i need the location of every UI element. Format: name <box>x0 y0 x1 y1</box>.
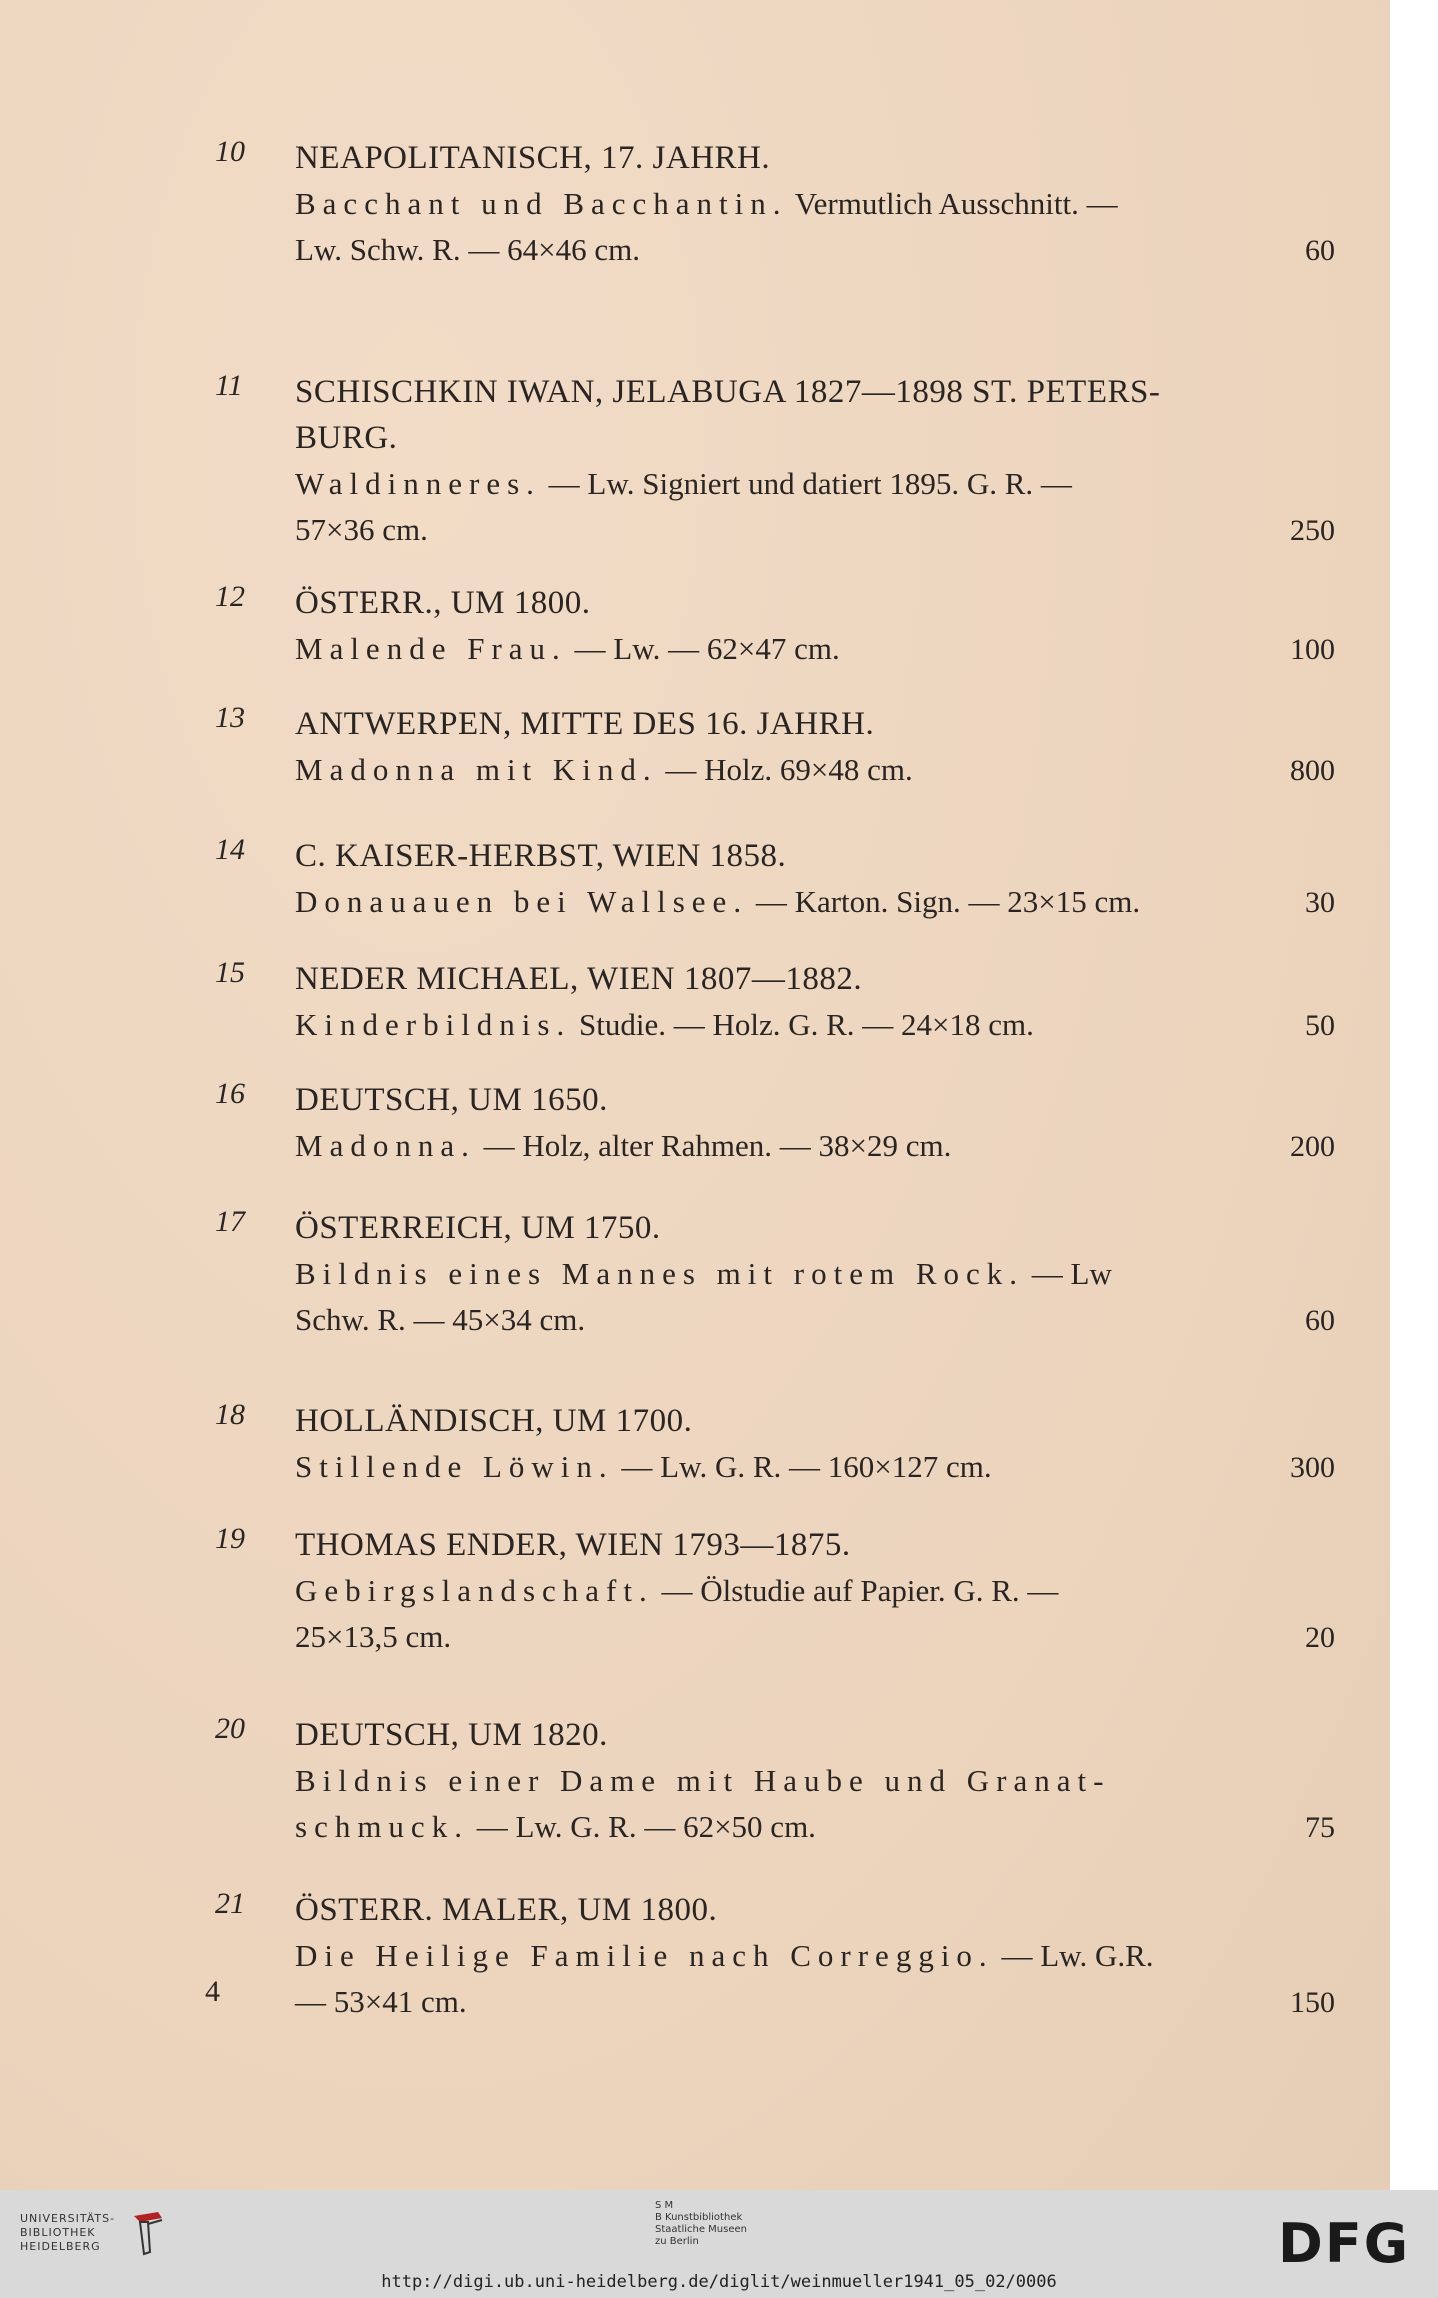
artwork-details: — Lw <box>1024 1256 1112 1291</box>
page-edge <box>1390 0 1438 2190</box>
entry-number: 11 <box>215 369 243 402</box>
description-text <box>295 1758 1110 1804</box>
artwork-details: — Lw. — 62×47 cm. <box>566 631 840 666</box>
catalog-entry <box>215 1077 1335 1170</box>
entry-body <box>295 1398 1335 1491</box>
catalog-entry <box>215 1887 1335 2026</box>
entry-number: 16 <box>215 1077 245 1110</box>
artwork-details: — Lw. G. R. — 62×50 cm. <box>468 1809 816 1844</box>
catalog-entry <box>215 1398 1335 1491</box>
artwork-title: Donauauen bei Wallsee. <box>295 884 749 919</box>
catalog-entry <box>215 580 1335 673</box>
university-emblem-icon <box>128 2208 168 2258</box>
catalog-entry <box>215 1522 1335 1661</box>
estimate-price: 60 <box>1305 234 1335 267</box>
entry-artist: SCHISCHKIN IWAN, JELABUGA 1827—1898 ST. PETERS- <box>295 374 1161 410</box>
smb-line1: S M <box>655 2200 674 2211</box>
entry-description-line <box>295 461 1335 507</box>
description-text <box>295 461 1072 507</box>
entry-number: 13 <box>215 701 245 734</box>
entry-body <box>295 1887 1335 2026</box>
permalink-url[interactable]: http://digi.ub.uni-heidelberg.de/diglit/weinmueller1941_05_02/0006 <box>381 2272 1057 2292</box>
description-text <box>295 1804 816 1850</box>
entry-body <box>295 1077 1335 1170</box>
entry-artist: ÖSTERR., UM 1800. <box>295 585 591 621</box>
estimate-price: 50 <box>1305 1009 1335 1042</box>
entry-description-line <box>295 1758 1335 1804</box>
entry-body <box>295 956 1335 1049</box>
artwork-title: Bacchant und Bacchantin. <box>295 186 788 221</box>
entry-number: 15 <box>215 956 245 989</box>
entry-description-line <box>295 227 1335 274</box>
artwork-details: — Ölstudie auf Papier. G. R. — <box>653 1573 1059 1608</box>
estimate-price: 100 <box>1290 633 1335 666</box>
entry-body <box>295 580 1335 673</box>
entry-description-line <box>295 1444 1335 1491</box>
description-text <box>295 1251 1112 1297</box>
artwork-title: Kinderbildnis. <box>295 1007 572 1042</box>
artwork-title: Bildnis einer Dame mit Haube und Granat- <box>295 1763 1111 1798</box>
artwork-details: 25×13,5 cm. <box>295 1619 452 1654</box>
description-text <box>295 1979 467 2025</box>
entry-number: 20 <box>215 1712 245 1745</box>
entry-description-line <box>295 1123 1335 1170</box>
description-text <box>295 1614 451 1660</box>
entry-body <box>295 369 1335 554</box>
catalog-entry <box>215 956 1335 1049</box>
entry-description-line <box>295 1568 1335 1614</box>
description-text <box>295 1123 951 1169</box>
entry-description-line <box>295 1979 1335 2026</box>
entry-number: 17 <box>215 1205 245 1238</box>
artwork-title: Madonna mit Kind. <box>295 752 658 787</box>
description-text <box>295 1002 1034 1048</box>
artwork-details: — Lw. G. R. — 160×127 cm. <box>613 1449 992 1484</box>
entry-description-line <box>295 626 1335 673</box>
entry-description-line <box>295 1933 1335 1979</box>
entry-artist: HOLLÄNDISCH, UM 1700. <box>295 1403 693 1439</box>
artwork-details: — 53×41 cm. <box>295 1984 467 2019</box>
entry-artist-continued: BURG. <box>295 420 398 456</box>
entry-description-line <box>295 747 1335 794</box>
artwork-details: — Holz. 69×48 cm. <box>657 752 913 787</box>
uni-logo-line1: UNIVERSITÄTS- <box>20 2212 116 2225</box>
description-text <box>295 181 1118 227</box>
catalog-entry <box>215 135 1335 274</box>
description-text <box>295 1297 585 1343</box>
catalog-entry <box>215 701 1335 794</box>
university-library-logo[interactable] <box>20 2212 115 2254</box>
entry-description-line <box>295 879 1335 926</box>
entry-number: 21 <box>215 1887 245 1920</box>
artwork-details: Studie. — Holz. G. R. — 24×18 cm. <box>571 1007 1034 1042</box>
artwork-title: Stillende Löwin. <box>295 1449 614 1484</box>
artwork-details: — Holz, alter Rahmen. — 38×29 cm. <box>475 1128 952 1163</box>
description-text <box>295 1933 1154 1979</box>
entry-artist: ÖSTERREICH, UM 1750. <box>295 1210 661 1246</box>
artwork-details: Vermutlich Ausschnitt. — <box>787 186 1118 221</box>
artwork-details: Schw. R. — 45×34 cm. <box>295 1302 586 1337</box>
entry-description-line <box>295 1614 1335 1661</box>
uni-logo-line3: HEIDELBERG <box>20 2240 101 2253</box>
description-text <box>295 507 428 553</box>
footer-bar <box>0 2190 1438 2298</box>
artwork-details: — Lw. Signiert und datiert 1895. G. R. — <box>540 466 1072 501</box>
smb-line3: Staatliche Museen <box>655 2224 747 2235</box>
entry-artist: DEUTSCH, UM 1650. <box>295 1082 608 1118</box>
artwork-details: Lw. Schw. R. — 64×46 cm. <box>295 232 640 267</box>
uni-logo-line2: BIBLIOTHEK <box>20 2226 96 2239</box>
artwork-title: Madonna. <box>295 1128 476 1163</box>
entry-number: 19 <box>215 1522 245 1555</box>
dfg-logo[interactable]: DFG <box>1278 2212 1411 2275</box>
entry-artist: ÖSTERR. MALER, UM 1800. <box>295 1892 718 1928</box>
smb-line2: B Kunstbibliothek <box>655 2212 743 2223</box>
estimate-price: 250 <box>1290 514 1335 547</box>
entry-number: 14 <box>215 833 245 866</box>
estimate-price: 300 <box>1290 1451 1335 1484</box>
description-text <box>295 626 840 672</box>
artwork-title: Die Heilige Familie nach Correggio. <box>295 1938 994 1973</box>
catalog-entry <box>215 833 1335 926</box>
entry-artist: C. KAISER-HERBST, WIEN 1858. <box>295 838 787 874</box>
artwork-details: — Lw. G.R. <box>993 1938 1154 1973</box>
entry-artist: DEUTSCH, UM 1820. <box>295 1717 608 1753</box>
description-text <box>295 747 913 793</box>
description-text <box>295 1444 992 1490</box>
entry-body <box>295 701 1335 794</box>
entry-description-line <box>295 181 1335 227</box>
artwork-title: Gebirgslandschaft. <box>295 1573 654 1608</box>
estimate-price: 75 <box>1305 1811 1335 1844</box>
estimate-price: 150 <box>1290 1986 1335 2019</box>
entry-description-line <box>295 1251 1335 1297</box>
estimate-price: 60 <box>1305 1304 1335 1337</box>
entry-number: 18 <box>215 1398 245 1431</box>
entry-description-line <box>295 1297 1335 1344</box>
entry-artist: NEDER MICHAEL, WIEN 1807—1882. <box>295 961 863 997</box>
catalog-entry <box>215 1712 1335 1851</box>
artwork-title: Waldinneres. <box>295 466 541 501</box>
entry-description-line <box>295 1002 1335 1049</box>
entry-description-line <box>295 1804 1335 1851</box>
description-text <box>295 1568 1058 1614</box>
entry-body <box>295 135 1335 274</box>
entry-description-line <box>295 507 1335 554</box>
smb-logo[interactable] <box>655 2200 747 2248</box>
artwork-title: Malende Frau. <box>295 631 567 666</box>
estimate-price: 200 <box>1290 1130 1335 1163</box>
estimate-price: 30 <box>1305 886 1335 919</box>
entry-number: 10 <box>215 135 245 168</box>
entry-artist: THOMAS ENDER, WIEN 1793—1875. <box>295 1527 851 1563</box>
catalog-entry <box>215 1205 1335 1344</box>
description-text <box>295 227 640 273</box>
description-text <box>295 879 1140 925</box>
estimate-price: 800 <box>1290 754 1335 787</box>
artwork-details: — Karton. Sign. — 23×15 cm. <box>748 884 1141 919</box>
artwork-title: schmuck. <box>295 1809 469 1844</box>
entry-body <box>295 1522 1335 1661</box>
smb-line4: zu Berlin <box>655 2236 699 2247</box>
entry-artist: ANTWERPEN, MITTE DES 16. JAHRH. <box>295 706 875 742</box>
artwork-title: Bildnis eines Mannes mit rotem Rock. <box>295 1256 1025 1291</box>
entry-body <box>295 833 1335 926</box>
entry-number: 12 <box>215 580 245 613</box>
entry-body <box>295 1205 1335 1344</box>
estimate-price: 20 <box>1305 1621 1335 1654</box>
artwork-details: 57×36 cm. <box>295 512 428 547</box>
entry-artist: NEAPOLITANISCH, 17. JAHRH. <box>295 140 771 176</box>
entry-body <box>295 1712 1335 1851</box>
catalog-entry <box>215 369 1335 554</box>
page-number: 4 <box>205 1975 220 2008</box>
